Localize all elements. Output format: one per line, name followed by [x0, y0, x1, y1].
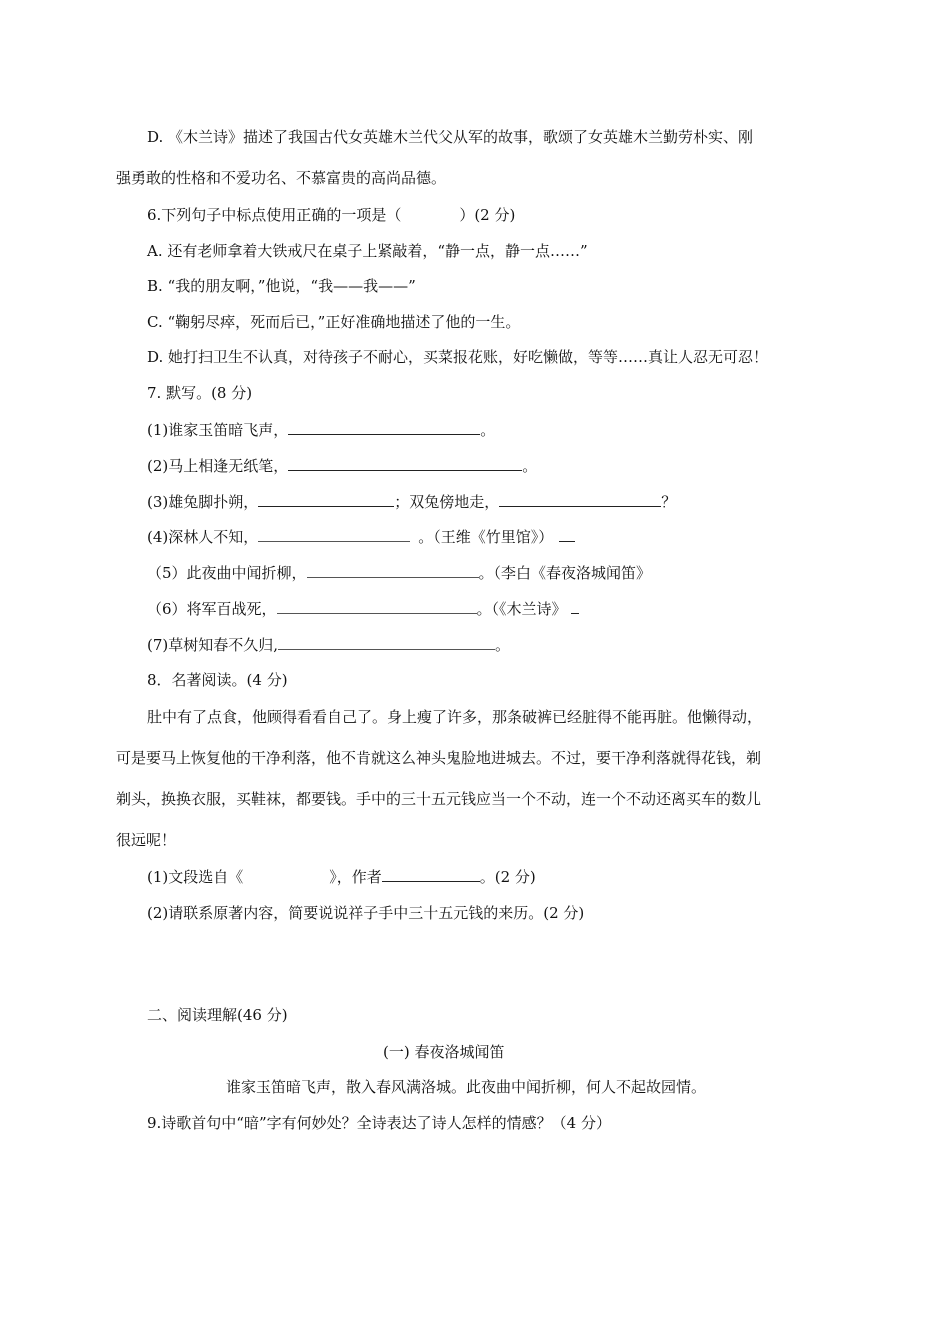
q7-item-5-blank[interactable] — [307, 563, 479, 578]
q7-item-5-source: 。（李白《春夜洛城闻笛》 — [478, 564, 652, 582]
q7-item-4 — [147, 527, 575, 547]
q7-item-3-blank-2[interactable] — [499, 492, 661, 507]
q7-item-6-tail-line — [571, 599, 579, 614]
q7-item-1-prompt: (1)谁家玉笛暗飞声， — [147, 421, 289, 439]
q7-item-1-end: 。 — [480, 421, 496, 439]
q7-item-1-blank[interactable] — [288, 420, 480, 435]
q7-item-7-end: 。 — [495, 636, 511, 654]
q7-item-5 — [147, 563, 651, 583]
q8-passage-line4: 很远呢！ — [116, 831, 177, 849]
q6-option-b: B. “我的朋友啊，”他说，“我——我——” — [147, 277, 416, 295]
q7-item-2 — [147, 456, 537, 476]
q5-option-d-line2: 强勇敢的性格和不爱功名、不慕富贵的高尚品德。 — [116, 169, 447, 187]
q6-option-a: A. 还有老师拿着大铁戒尺在桌子上紧敲着，“静一点，静一点……” — [147, 242, 588, 260]
q7-item-6 — [147, 599, 579, 619]
q8-sub-1-author-blank[interactable] — [382, 867, 480, 882]
q7-item-4-prompt: (4)深林人不知， — [147, 528, 259, 546]
q7-item-5-prompt: （5）此夜曲中闻折柳， — [147, 564, 307, 582]
q8-sub-1-end: 。(2 分) — [479, 868, 536, 886]
q7-item-7-blank[interactable] — [278, 635, 495, 650]
q8-passage-line2: 可是要马上恢复他的干净利落，他不肯就这么神头鬼脸地进城去。不过，要干净利落就得花钱，剃 — [116, 749, 762, 767]
q7-item-1 — [147, 420, 495, 440]
q6-option-c: C. “鞠躬尽瘁，死而后已，”正好准确地描述了他的一生。 — [147, 313, 521, 331]
q6-stem — [147, 205, 515, 225]
q8-sub-1-mid: 》，作者 — [329, 868, 382, 886]
q9-question: 9.诗歌首句中“暗”字有何妙处？全诗表达了诗人怎样的情感？（4 分） — [147, 1114, 611, 1132]
q7-item-3-mid: ；双兔傍地走， — [394, 493, 500, 511]
q7-item-4-source: 。（王维《竹里馆》） — [418, 528, 554, 546]
q7-item-3 — [147, 492, 676, 512]
poem-body: 谁家玉笛暗飞声，散入春风满洛城。此夜曲中闻折柳，何人不起故园情。 — [226, 1078, 707, 1096]
q8-sub-1-prompt: (1)文段选自《 — [147, 868, 244, 886]
q5-option-d-line1: D. 《木兰诗》描述了我国古代女英雄木兰代父从军的故事，歌颂了女英雄木兰勤劳朴实、刚 — [147, 128, 754, 146]
q6-stem-score: ）(2 分) — [459, 206, 516, 224]
q7-item-7 — [147, 635, 510, 655]
q7-item-6-blank[interactable] — [277, 599, 477, 614]
q7-item-2-blank[interactable] — [288, 456, 522, 471]
q7-item-6-source: 。（《木兰诗》 — [476, 600, 567, 618]
q7-title: 7. 默写。(8 分) — [147, 384, 253, 402]
part2-title: 二、阅读理解(46 分) — [147, 1006, 288, 1024]
q7-item-3-blank-1[interactable] — [258, 492, 394, 507]
q8-sub-1 — [147, 867, 536, 887]
q6-option-d: D. 她打扫卫生不认真，对待孩子不耐心，买菜报花账，好吃懒做，等等……真让人忍无可忍！ — [147, 348, 769, 366]
poem-title: (一) 春夜洛城闻笛 — [383, 1043, 505, 1061]
q7-item-3-prompt: (3)雄兔脚扑朔， — [147, 493, 259, 511]
q7-item-4-blank[interactable] — [258, 527, 410, 542]
q8-passage-line1: 肚中有了点食，他顾得看看自己了。身上瘦了许多，那条破裤已经脏得不能再脏。他懒得动， — [147, 708, 763, 726]
q7-item-4-tail-line — [559, 527, 575, 542]
q6-stem-text: 6.下列句子中标点使用正确的一项是（ — [147, 206, 402, 224]
q8-title: 8．名著阅读。(4 分) — [147, 671, 288, 689]
q8-sub-2: (2)请联系原著内容，简要说说祥子手中三十五元钱的来历。(2 分) — [147, 904, 585, 922]
q8-passage-line3: 剃头，换换衣服，买鞋袜，都要钱。手中的三十五元钱应当一个不动，连一个不动还离买车的数儿 — [116, 790, 762, 808]
q7-item-2-end: 。 — [522, 457, 538, 475]
q7-item-3-end: ？ — [661, 493, 677, 511]
q7-item-7-prompt: (7)草树知春不久归, — [147, 636, 279, 654]
q7-item-6-prompt: （6）将军百战死， — [147, 600, 277, 618]
q7-item-2-prompt: (2)马上相逢无纸笔， — [147, 457, 289, 475]
